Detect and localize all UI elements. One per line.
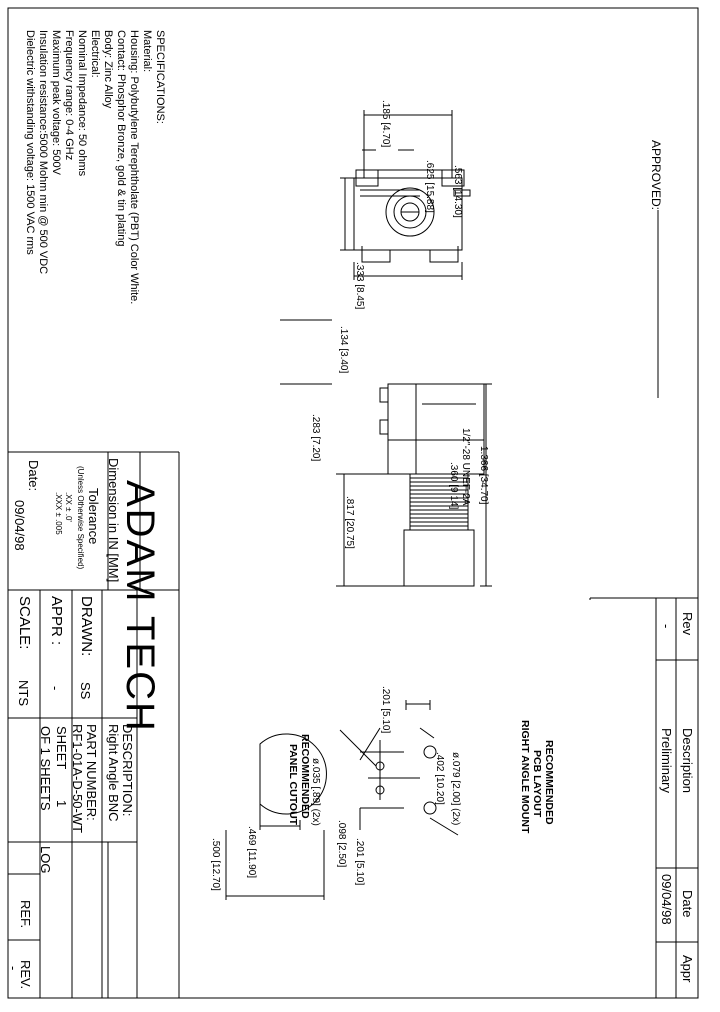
spec-line: Insulation resistance:5000 Mohm min @ 500 VDC — [37, 30, 49, 275]
tolerance-xx: .XX ± .0' — [64, 492, 73, 522]
spec-line: Body: Zinc Alloy — [102, 30, 114, 109]
dim-front-height: .563 [14.30] — [452, 165, 463, 218]
rev-header-date: Date — [680, 890, 695, 918]
spec-line: Housing: Polybutylene Terephtholate (PBT) Color White. — [128, 30, 140, 305]
appr-value: - — [48, 686, 63, 691]
dim-pcb-098: .098 [2.50] — [336, 820, 347, 868]
spec-line: Dielectric withstanding voltage: 1500 VAC rms — [24, 30, 36, 255]
rev-label: REV. — [18, 960, 33, 990]
dim-body-height: .283 [7.20] — [310, 414, 321, 462]
dim-pcb-201a: .201 [5.10] — [380, 686, 391, 734]
revision-table-lines — [590, 598, 698, 998]
dim-thread-dia: .360 [9.14] — [448, 462, 459, 510]
spec-line: Nominal Impedance: 50 ohms — [76, 30, 88, 177]
spec-line: Contact: Phosphor Bronze, gold & tin plating — [115, 30, 127, 247]
part-label: PART NUMBER: — [84, 724, 99, 821]
ref-label: REF. — [18, 900, 33, 929]
rev-row-description: Preliminary — [659, 728, 674, 794]
panel-note-line: PANEL CUTOUT — [287, 744, 299, 826]
spec-line: Material: — [141, 30, 153, 73]
pcb-note-line: PCB LAYOUT — [531, 750, 543, 818]
scale-label: SCALE: — [16, 596, 33, 650]
sheet-label: SHEET — [54, 726, 69, 770]
front-view — [340, 110, 470, 280]
sheet-of: OF 1 SHEETS — [38, 726, 53, 811]
pcb-note-line: RECOMMENDED — [543, 740, 555, 825]
spec-heading: SPECIFICATIONS: — [154, 30, 166, 124]
dim-thread: 1/2"-28 UNEF-2A — [460, 428, 471, 506]
dim-pcb-small-hole: ø.035 [.89] (2x) — [310, 758, 321, 826]
spec-line: Frequency range: 0-4 GHz — [63, 30, 75, 161]
description-value: Right Angle BNC — [106, 724, 121, 822]
sheet-value: 1 — [54, 800, 69, 808]
rev-header-description: Description — [680, 728, 695, 794]
dim-pcb-201b: .201 [5.10] — [354, 838, 365, 886]
description-label: DESCRIPTION: — [120, 724, 135, 817]
drawn-label: DRAWN: — [78, 596, 95, 657]
rev-header-rev: Rev — [680, 612, 695, 636]
panel-note-line: RECOMMENDED — [299, 734, 311, 819]
dim-body-length: .817 [20.75] — [344, 496, 355, 549]
spec-line: Electrical: — [89, 30, 101, 78]
dim-pin-spacing: .333 [8.45] — [354, 262, 365, 310]
log-label: LOG — [38, 846, 53, 874]
pcb-note-line: RIGHT ANGLE MOUNT — [519, 720, 531, 834]
rev-row-rev: - — [659, 624, 674, 629]
dim-pcb-hole: ø.079 [2.00] (2x) — [450, 752, 461, 826]
drawn-value: SS — [78, 682, 93, 700]
dim-total-length: 1.366 [34.70] — [478, 446, 489, 505]
approved-label: APPROVED: — [649, 140, 663, 211]
part-value: RF1-01A-D-50-WT — [70, 724, 85, 834]
rev-header-appr: Appr — [680, 955, 695, 983]
dim-pcb-402: .402 [10.20] — [434, 752, 445, 805]
date-label: Date: — [26, 460, 41, 492]
spec-line: Maximum peak voltage: 500V — [50, 30, 62, 175]
dim-side-pin: .134 [3.40] — [338, 326, 349, 374]
rev-value: - — [6, 966, 21, 971]
dim-cutout-dia: .500 [12.70] — [210, 838, 221, 891]
date-value: 09/04/98 — [12, 500, 27, 551]
appr-label: APPR : — [48, 596, 65, 646]
dim-cutout-flat: .469 [11.90] — [246, 826, 257, 879]
company-logo: ADAM TECH — [118, 480, 162, 733]
dim-pin-offset: .185 [4.70] — [380, 100, 391, 148]
rev-row-date: 09/04/98 — [659, 874, 674, 925]
tolerance-xxx: .XXX ± .005 — [54, 492, 63, 535]
dimension-units: Dimension in IN [MM] — [106, 458, 121, 583]
tolerance-heading: Tolerance — [86, 488, 101, 545]
tolerance-note: (Unless Otherwise Specified) — [76, 466, 85, 570]
dim-front-width: .625 [15.88] — [424, 160, 435, 213]
scale-value: NTS — [16, 680, 31, 706]
